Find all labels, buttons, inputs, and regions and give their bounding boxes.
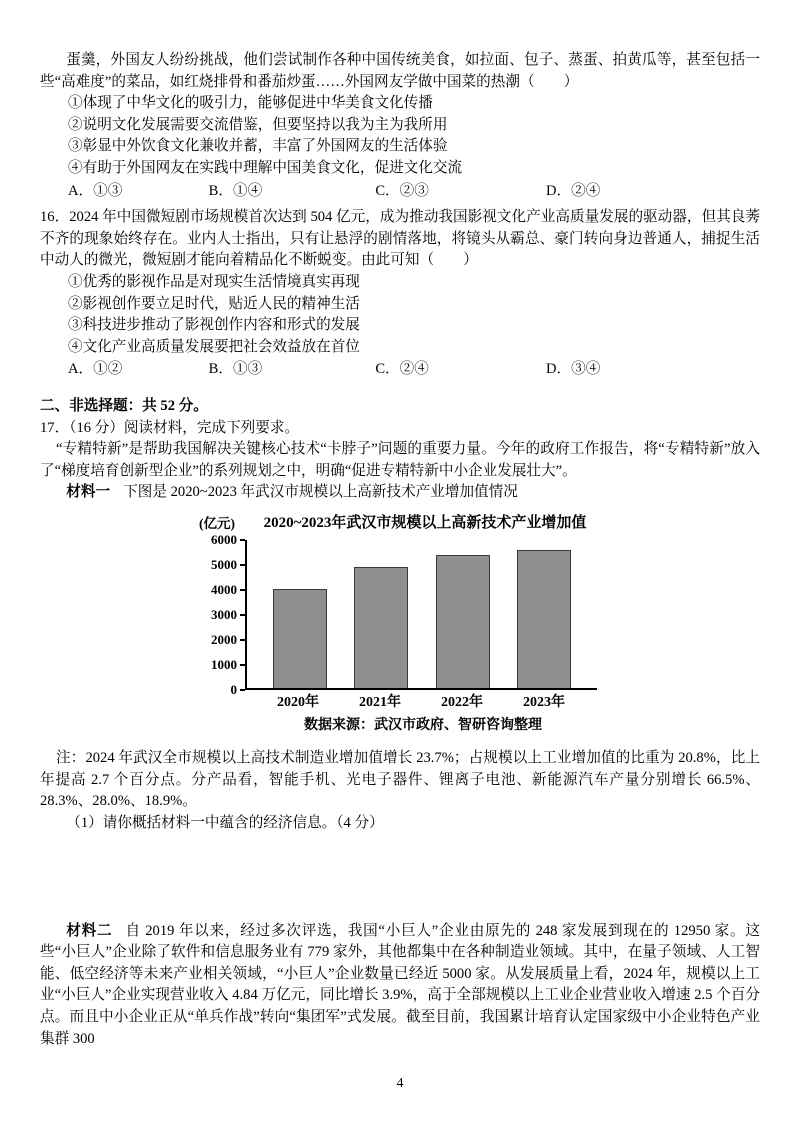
q16-answer-b: B．①③ — [208, 361, 263, 378]
bar-column — [341, 540, 423, 688]
material1-text: 下图是 2020~2023 年武汉市规模以上高新技术产业增加值情况 — [123, 484, 518, 501]
q16-option-2: ②影视创作要立足时代，贴近人民的精神生活 — [68, 295, 360, 312]
q15-answer-c: C．②③ — [375, 182, 429, 199]
q15-stem-continuation: 蛋羹，外国友人纷纷挑战，他们尝试制作各种中国传统美食，如拉面、包子、蒸蛋、拍黄瓜等，甚至包括一些“高难度”的菜品，如红烧排骨和番茄炒蛋……外国网友学做中国菜的热潮（ ） — [40, 52, 760, 90]
bar-column — [504, 540, 586, 688]
bar-column — [259, 540, 341, 688]
y-tick: 3000 — [211, 607, 245, 623]
bar-2021 — [354, 567, 408, 688]
chart-plot-area — [199, 531, 601, 697]
q16-option-1: ①优秀的影视作品是对现实生活情境真实再现 — [68, 273, 360, 290]
q15-answer-row — [40, 181, 760, 203]
bar-chart — [199, 514, 601, 736]
bar-2023 — [517, 550, 571, 688]
chart-y-axis — [199, 531, 245, 697]
material2-paragraph — [40, 921, 760, 1051]
chart-header — [199, 514, 601, 534]
material2-text: 自 2019 年以来，经过多次评选，我国“小巨人”企业由原先的 248 家发展到现在的 12950 家。这些“小巨人”企业除了软件和信息服务业有 779 家外，其他都集中在各种制造业领域。其中，在量子领域、人工智能、低空经济等未来产业相关领域，“小巨人”企业数量已经近 5000 家。从发展质量上看，2024 年，规模以上工业“小巨人”企业实现营业收入 4.84 万亿元，同比增长 3.9%，高于全部规模以上工业企业营业收入增速 2.5 个百分点。而且中小企业正从“单兵作战”转向“集团军”式发展。截至目前，我国累计培育认定国家级中小企业特色产业集群 300 — [40, 922, 760, 1047]
q16-option-3: ③科技进步推动了影视创作内容和形式的发展 — [68, 317, 360, 334]
y-tick: 6000 — [211, 532, 245, 548]
material2-label: 材料二 — [66, 922, 113, 939]
q17-sub1: （1）请你概括材料一中蕴含的经济信息。（4 分） — [66, 815, 384, 832]
q16-answer-d: D．③④ — [545, 361, 601, 378]
q17-lead: 17．（16 分）阅读材料，完成下列要求。 — [40, 419, 300, 436]
y-tick: 2000 — [211, 632, 245, 648]
q15-answer-b: B．①④ — [208, 182, 263, 199]
chart-source-note: 数据来源：武汉市政府、智研咨询整理 — [304, 717, 542, 733]
x-label-2020: 2020年 — [277, 694, 319, 710]
y-tick: 4000 — [211, 582, 245, 598]
chart-x-axis-labels — [245, 693, 601, 714]
x-label-2021: 2021年 — [359, 694, 401, 710]
material1-note: 注：2024 年武汉全市规模以上高技术制造业增加值增长 23.7%；占规模以上工业增加值的比重为 20.8%，比上年提高 2.7 个百分点。分产品看，智能手机、光电子器件、锂离子电池、新能源汽车产量分别增长 66.5%、28.3%、28.0%、18.9%。 — [40, 750, 760, 810]
q16-answer-a: A．①② — [68, 361, 123, 378]
q17-intro: “专精特新”是帮助我国解决关键核心技术“卡脖子”问题的重要力量。今年的政府工作报告，将“专精特新”放入了“梯度培育创新型企业”的系列规划之中，明确“促进专精特新中小企业发展壮大”。 — [40, 441, 760, 479]
y-tick: 1000 — [211, 657, 245, 673]
bar-column — [422, 540, 504, 688]
q16-stem: 16．2024 年中国微短剧市场规模首次达到 504 亿元，成为推动我国影视文化产业高质量发展的驱动器，但其良莠不齐的现象始终存在。业内人士指出，只有让悬浮的剧情落地，将镜头从霸总、豪门转向身边普通人，捕捉生活中动人的微光，微短剧才能向着精品化不断蜕变。由此可知（ ） — [40, 209, 760, 269]
q15-answer-d: D．②④ — [545, 182, 601, 199]
q15-option-4: ④有助于外国网友在实践中理解中国美食文化，促进文化交流 — [68, 159, 463, 176]
y-tick: 0 — [231, 682, 246, 698]
chart-unit-label: (亿元) — [199, 515, 235, 531]
q16-answer-row — [40, 359, 760, 381]
y-tick: 5000 — [211, 557, 245, 573]
q15-answer-a: A．①③ — [68, 182, 123, 199]
material1-label: 材料一 — [66, 484, 111, 501]
bar-2022 — [436, 555, 490, 688]
chart-bars — [245, 540, 597, 690]
page-number: 4 — [396, 1076, 404, 1092]
x-label-2023: 2023年 — [523, 694, 565, 710]
chart-title: 2020~2023年武汉市规模以上高新技术产业增加值 — [263, 514, 587, 531]
material1-line — [40, 482, 760, 504]
bar-2020 — [273, 589, 327, 688]
x-label-2022: 2022年 — [441, 694, 483, 710]
q16-answer-c: C．②④ — [375, 361, 429, 378]
q15-option-1: ①体现了中华文化的吸引力，能够促进中华美食文化传播 — [68, 95, 433, 112]
q16-option-4: ④文化产业高质量发展要把社会效益放在首位 — [68, 338, 360, 355]
section-2-heading: 二、非选择题：共 52 分。 — [40, 397, 208, 414]
q15-option-3: ③彰显中外饮食文化兼收并蓄，丰富了外国网友的生活体验 — [68, 138, 448, 155]
q15-option-2: ②说明文化发展需要交流借鉴，但要坚持以我为主为我所用 — [68, 116, 448, 133]
